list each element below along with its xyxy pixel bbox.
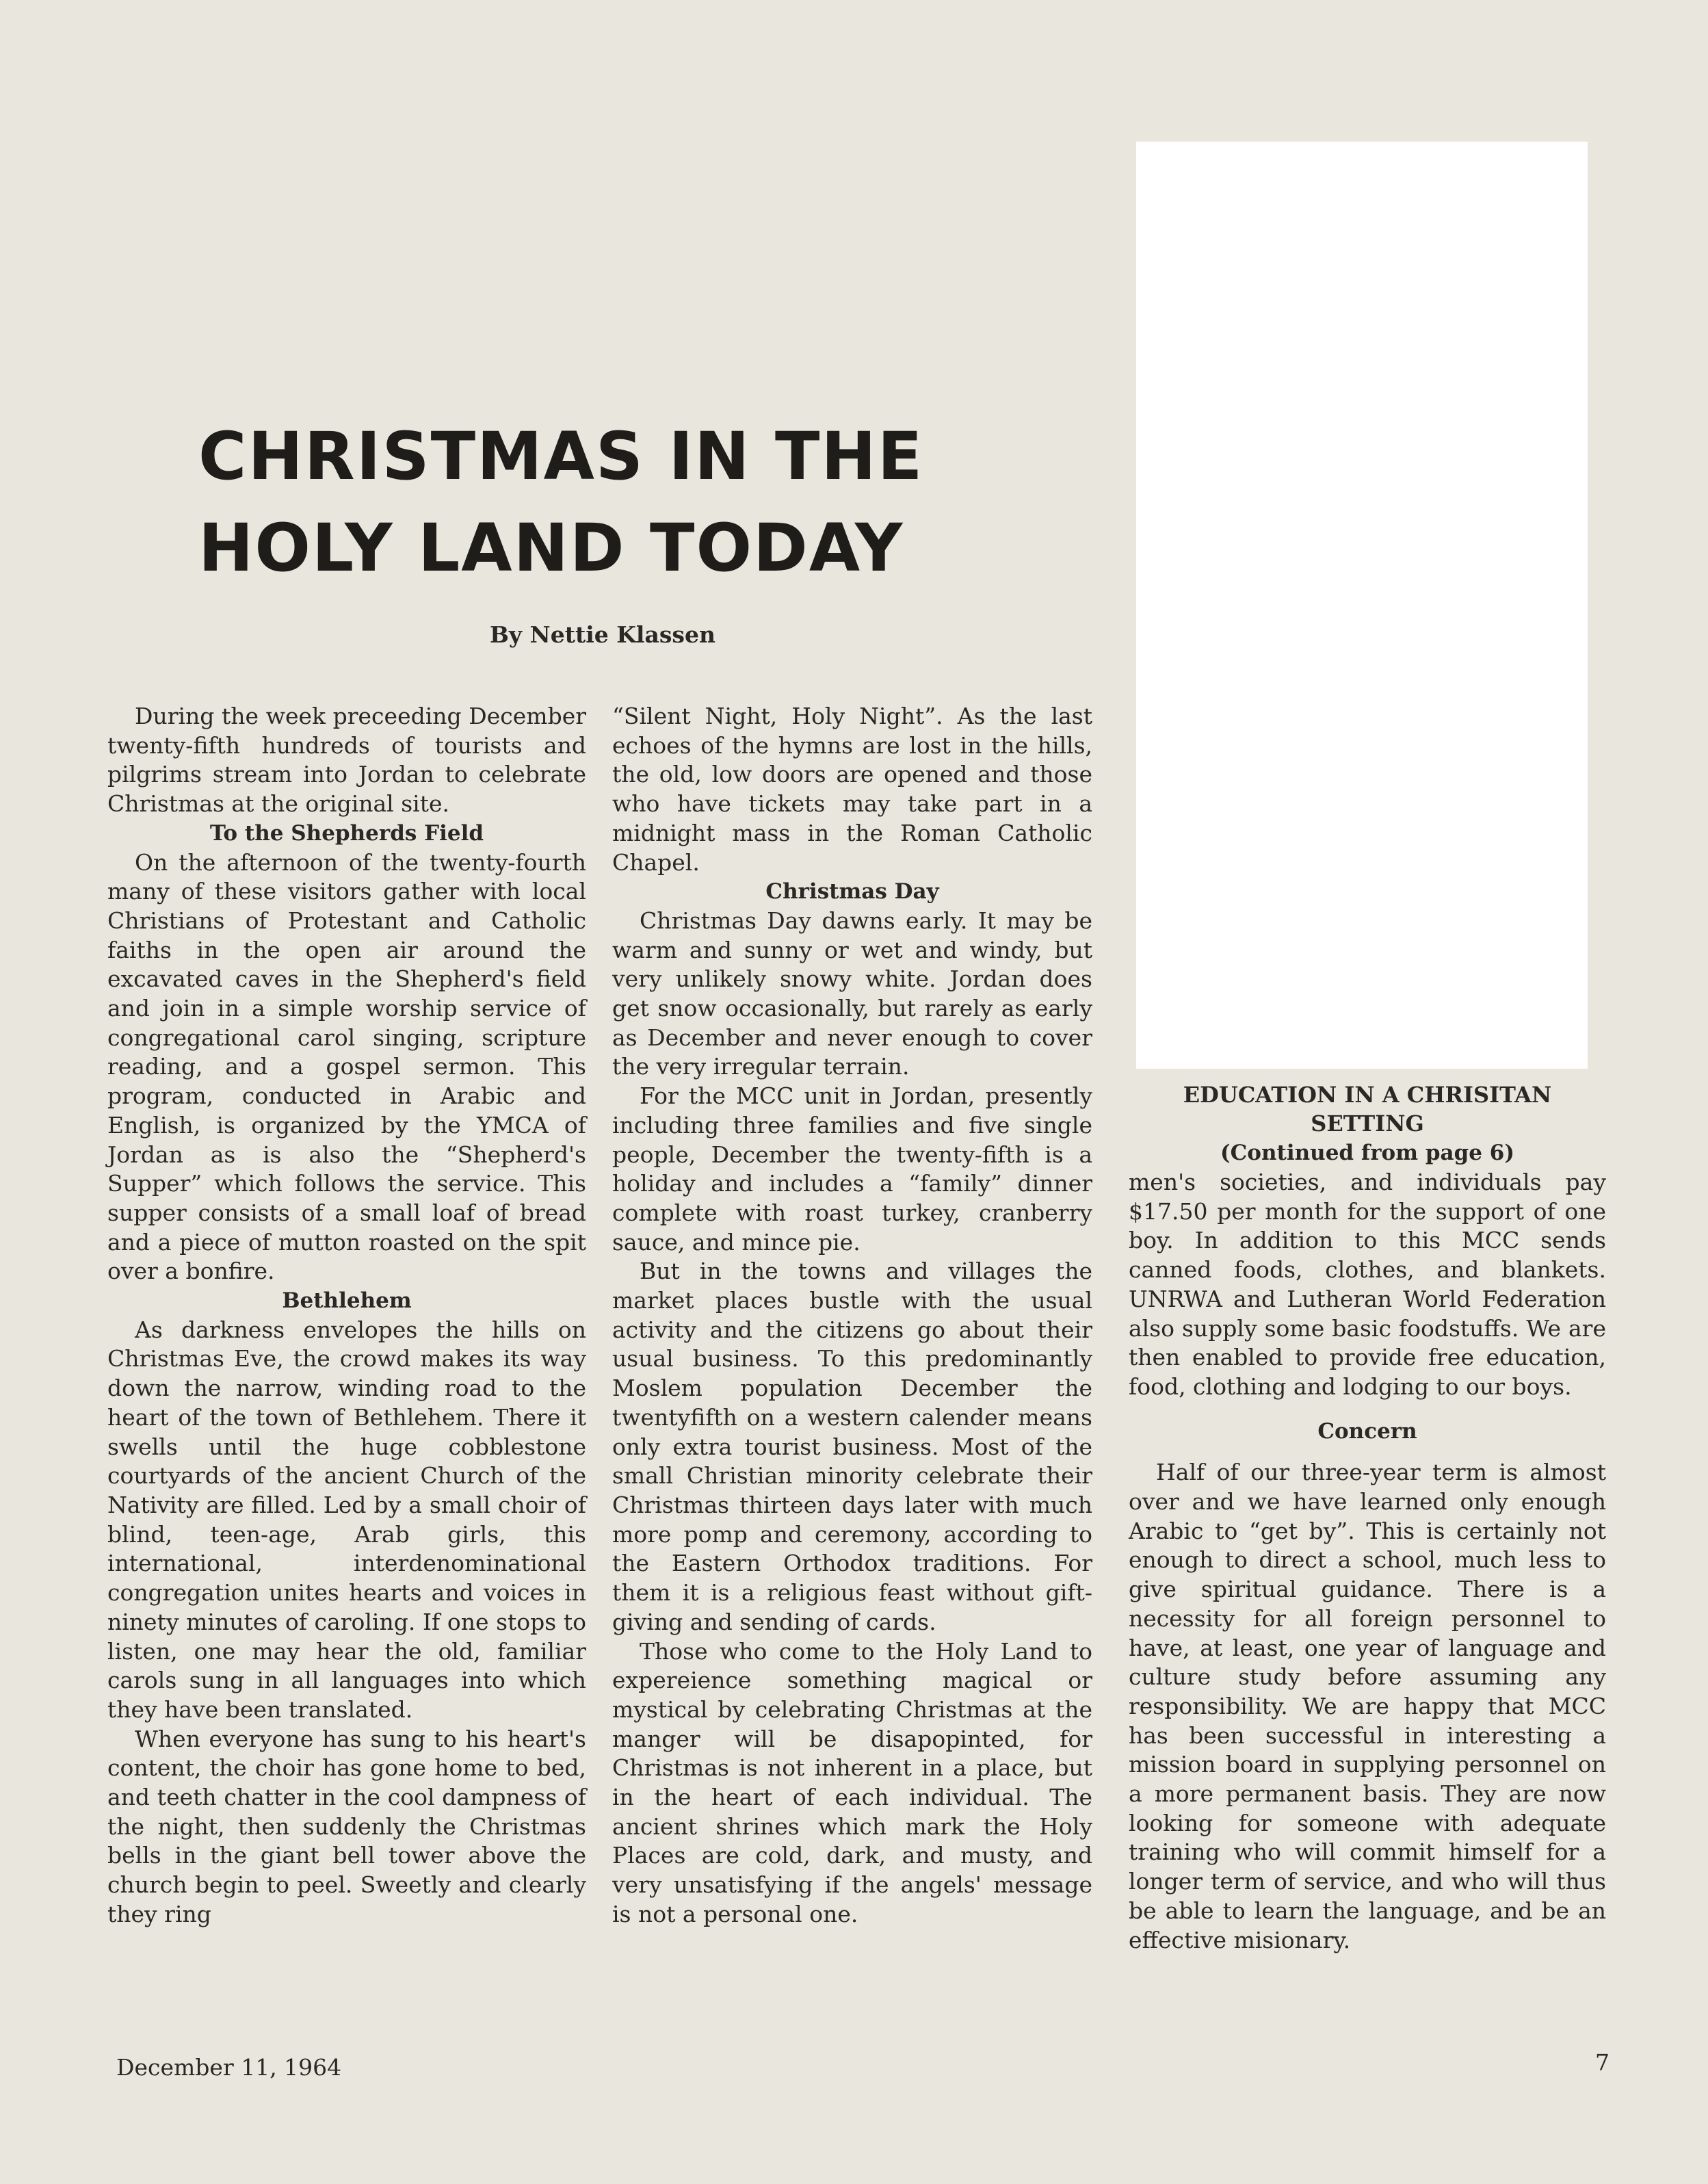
article-title bbox=[198, 411, 1088, 594]
subheading-concern: Concern bbox=[1317, 1418, 1417, 1444]
subheading-christmas-day: Christmas Day bbox=[765, 879, 939, 905]
continued-note: (Continued from page 6) bbox=[1220, 1141, 1515, 1165]
article-paragraph: When everyone has sung to his heart's content, the choir has gone home to bed, and teeth chatter in the cool dampness of the night, then suddenly the Christmas bells in the giant bell tower above the church begin to peel. Sweetly and clearly they ring bbox=[107, 1725, 586, 1927]
article-paragraph: Christmas Day dawns early. It may be warm and sunny or wet and windy, but very unlikely snowy white. Jordan does get snow occasionally, but rarely as early as December and never enough to cover the very irregular terrain. bbox=[612, 907, 1092, 1080]
sidebar-column bbox=[1129, 1080, 1606, 1955]
article-paragraph: During the week preceeding December twenty-fifth hundreds of tourists and pilgrims stream into Jordan to celebrate Christmas at the original site. bbox=[107, 703, 586, 818]
article-paragraph: Those who come to the Holy Land to expereience something magical or mystical by celebrating Christmas at the manger will be disapopinted, for Christmas is not inherent in a place, but in the heart of each individual. The ancient shrines which mark the Holy Places are cold, dark, and musty, and very unsatisfying if the angels' message is not a personal one. bbox=[612, 1637, 1092, 1927]
footer-date: December 11, 1964 bbox=[116, 2054, 342, 2081]
subheading-bethlehem: Bethlehem bbox=[282, 1288, 412, 1314]
subheading-shepherds-field: To the Shepherds Field bbox=[209, 820, 484, 846]
article-paragraph: As darkness envelopes the hills on Christmas Eve, the crowd makes its way down the narrow, winding road to the heart of the town of Bethlehem. There it swells until the huge cobblestone courtyards of the ancient Church of the Nativity are filled. Led by a small choir of blind, teen-age, Arab girls, this international, interdenominational congregation unites hearts and voices in ninety minutes of caroling. If one stops to listen, one may hear the old, familiar carols sung in all languages into which they have been translated. bbox=[107, 1316, 586, 1723]
redacted-photo-area bbox=[1136, 142, 1588, 1069]
article-column-2 bbox=[612, 702, 1092, 1929]
sidebar-paragraph: Half of our three-year term is almost over and we have learned only enough Arabic to “get by”. This is certainly not enough to direct a school, much less to give spiritual guidance. There is a necessity for all foreign personnel to have, at least, one year of language and culture study before assuming any responsibility. We are happy that MCC has been successful in interesting a mission board in supplying personnel on a more permanent basis. They are now looking for someone with adequate training who will commit himself for a longer term of service, and who will thus be able to learn the language, and be an effective misionary. bbox=[1129, 1459, 1606, 1953]
byline: By Nettie Klassen bbox=[490, 621, 715, 648]
article-paragraph: For the MCC unit in Jordan, presently including three families and five single people, December the twenty-fifth is a holiday and includes a “family” dinner complete with roast turkey, cranberry sauce, and mince pie. bbox=[612, 1082, 1092, 1256]
article-column-1 bbox=[107, 702, 586, 1929]
page-number: 7 bbox=[1595, 2049, 1610, 2076]
sidebar-paragraph: men's societies, and individuals pay $17.50 per month for the support of one boy. In addition to this MCC sends canned foods, clothes, and blankets. UNRWA and Lutheran World Federation also supply some basic foodstuffs. We are then enabled to provide free education, food, clothing and lodging to our boys. bbox=[1129, 1169, 1606, 1400]
article-paragraph: But in the towns and villages the market places bustle with the usual activity and the citizens go about their usual business. To this predominantly Moslem population December the twentyfifth on a western calender means only extra tourist business. Most of the small Christian minority celebrate their Christmas thirteen days later with much more pomp and ceremony, according to the Eastern Orthodox traditions. For them it is a religious feast without gift-giving and sending of cards. bbox=[612, 1258, 1092, 1635]
sidebar-heading: EDUCATION IN A CHRISITAN SETTING bbox=[1183, 1082, 1552, 1136]
article-paragraph: “Silent Night, Holy Night”. As the last echoes of the hymns are lost in the hills, the old, low doors are opened and those who have tickets may take part in a midnight mass in the Roman Catholic Chapel. bbox=[612, 703, 1092, 876]
title-line-2: HOLY LAND TODAY bbox=[198, 510, 904, 586]
title-line-1: CHRISTMAS IN THE bbox=[198, 418, 924, 495]
article-paragraph: On the afternoon of the twenty-fourth many of these visitors gather with local Christians of Protestant and Catholic faiths in the open air around the excavated caves in the Shepherd's field and join in a simple worship service of congregational carol singing, scripture reading, and a gospel sermon. This program, conducted in Arabic and English, is organized by the YMCA of Jordan as is also the “Shepherd's Supper” which follows the service. This supper consists of a small loaf of bread and a piece of mutton roasted on the spit over a bonfire. bbox=[107, 848, 586, 1285]
